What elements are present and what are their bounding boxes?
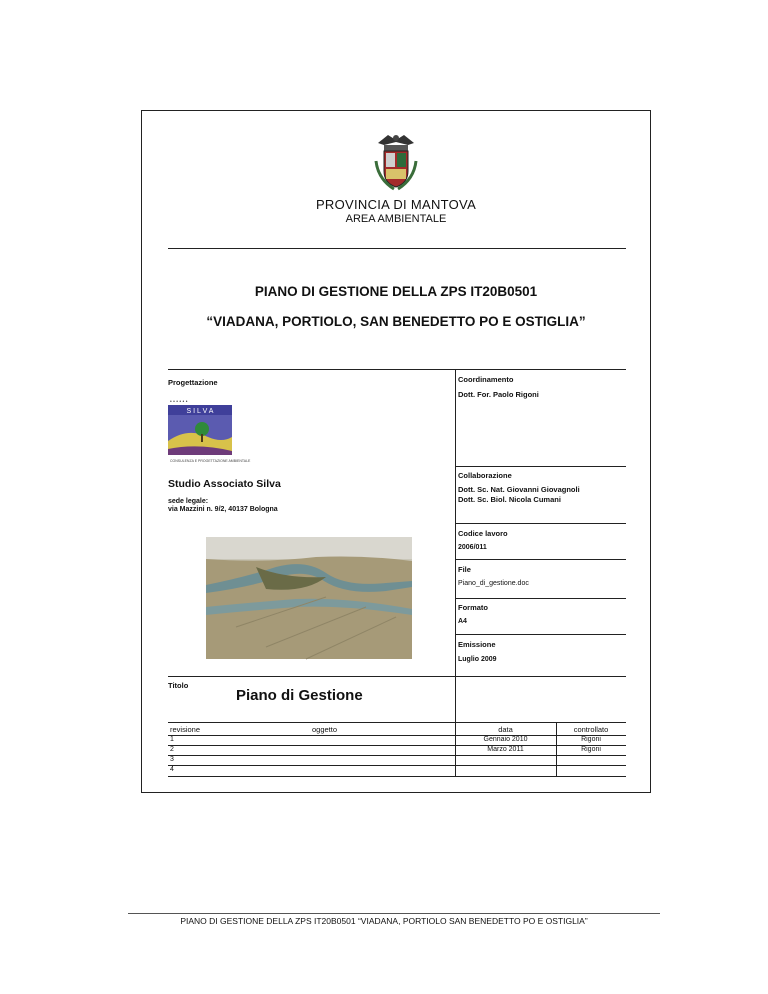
- sede-label: sede legale:: [168, 498, 209, 505]
- revision-header-revisione: revisione: [170, 725, 201, 734]
- revision-table-bottom: [168, 776, 626, 777]
- studio-address: [168, 498, 278, 514]
- collaborazione-label: Collaborazione: [458, 471, 512, 480]
- revision-num: 2: [170, 746, 174, 753]
- grid-top-line: [168, 369, 626, 370]
- collaborazione-value-1: Dott. Sc. Nat. Giovanni Giovagnoli: [458, 485, 580, 494]
- revision-date: Marzo 2011: [487, 746, 524, 753]
- area-subtitle: AREA AMBIENTALE: [345, 213, 447, 225]
- progettazione-label: Progettazione: [168, 378, 218, 387]
- collab-top-line: [455, 466, 626, 467]
- file-value: Piano_di_gestione.doc: [458, 580, 529, 587]
- formato-label: Formato: [458, 603, 488, 612]
- footer-divider: [128, 913, 660, 914]
- studio-name: Studio Associato Silva: [168, 478, 281, 490]
- svg-text:S I L V A: S I L V A: [186, 408, 214, 415]
- file-top-line: [455, 559, 626, 560]
- cover-frame: [141, 110, 651, 793]
- coat-of-arms-icon: [372, 131, 420, 193]
- revision-row-line-4: [168, 765, 626, 766]
- titolo-top-line: [168, 676, 626, 677]
- codice-value: 2006/011: [458, 544, 487, 551]
- silva-logo-icon: [168, 397, 251, 465]
- codice-top-line: [455, 523, 626, 524]
- coordinamento-label: Coordinamento: [458, 375, 514, 384]
- plan-title: PIANO DI GESTIONE DELLA ZPS IT20B0501: [254, 284, 538, 299]
- plan-subtitle: “VIADANA, PORTIOLO, SAN BENEDETTO PO E OSTIGLIA”: [206, 314, 586, 329]
- titolo-label: Titolo: [168, 681, 189, 690]
- aerial-photo: [206, 537, 412, 659]
- file-label: File: [458, 565, 471, 574]
- revision-header-controllato: controllato: [573, 725, 609, 734]
- emissione-top-line: [455, 634, 626, 635]
- province-title: PROVINCIA DI MANTOVA: [315, 197, 477, 212]
- coordinamento-value: Dott. For. Paolo Rigoni: [458, 390, 539, 399]
- emissione-value: Luglio 2009: [458, 656, 497, 663]
- revision-checker: Rigoni: [581, 736, 601, 743]
- svg-text:CONSULENZA E PROGETTAZIONE AMB: CONSULENZA E PROGETTAZIONE AMBIENTALE: [170, 459, 251, 463]
- emissione-label: Emissione: [458, 640, 496, 649]
- revision-header-oggetto: oggetto: [312, 725, 338, 734]
- revision-row-line-3: [168, 755, 626, 756]
- revision-table-top: [168, 722, 626, 723]
- revision-num: 1: [170, 736, 174, 743]
- formato-top-line: [455, 598, 626, 599]
- revision-num: 3: [170, 756, 174, 763]
- page-footer: PIANO DI GESTIONE DELLA ZPS IT20B0501 “VIADANA, PORTIOLO SAN BENEDETTO PO E OSTIGLIA”: [180, 916, 588, 926]
- revision-header-data: data: [498, 725, 513, 734]
- revision-checker: Rigoni: [581, 746, 601, 753]
- sede-address: via Mazzini n. 9/2, 40137 Bologna: [168, 506, 278, 513]
- document-title: Piano di Gestione: [236, 687, 363, 704]
- codice-label: Codice lavoro: [458, 529, 508, 538]
- grid-center-divider: [455, 369, 456, 722]
- formato-value: A4: [458, 618, 467, 625]
- revision-num: 4: [170, 766, 174, 773]
- header-divider: [168, 248, 626, 249]
- svg-text:• • • • • •: • • • • • •: [170, 399, 188, 405]
- revision-date: Gennaio 2010: [483, 736, 528, 743]
- collaborazione-value-2: Dott. Sc. Biol. Nicola Cumani: [458, 495, 561, 504]
